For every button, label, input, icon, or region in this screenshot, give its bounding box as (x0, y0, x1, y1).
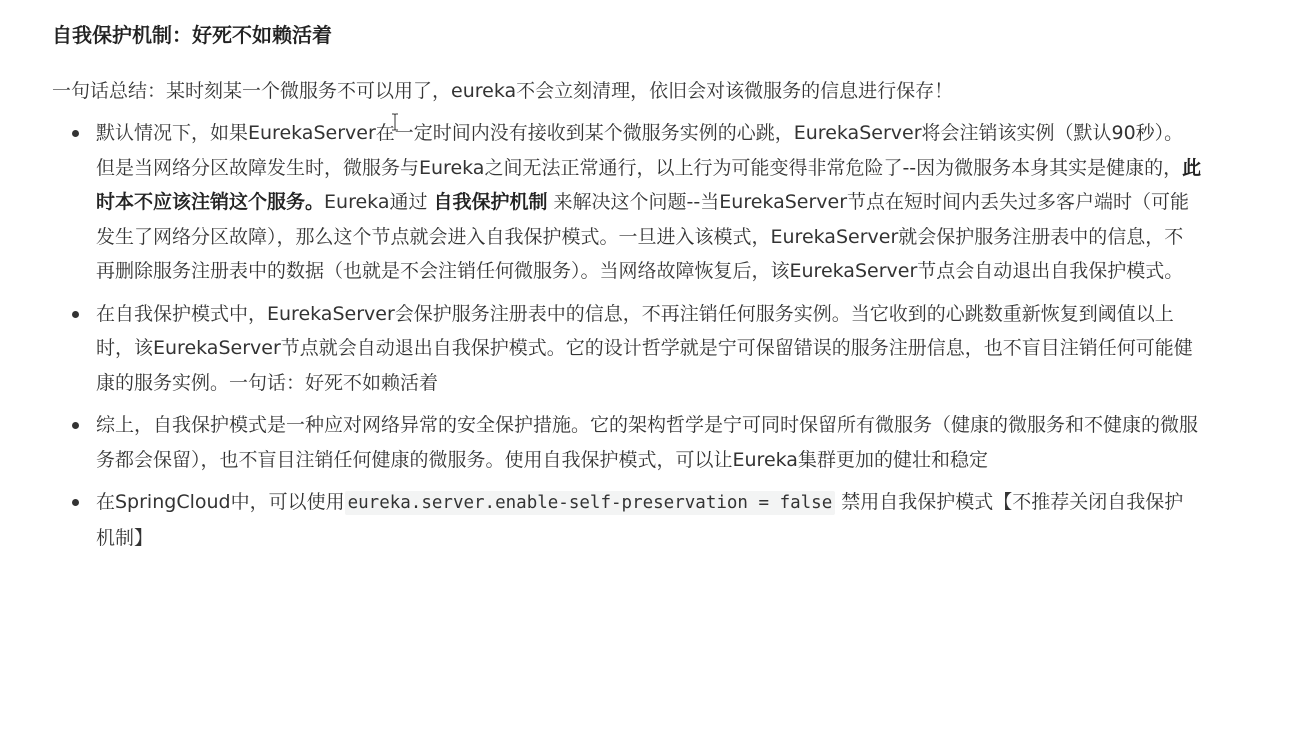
list-item (52, 297, 1202, 401)
section-heading: 自我保护机制：好死不如赖活着 (52, 23, 332, 47)
list-item-text: 来解决这个问题--当EurekaServer节点在短时间内丢失过多客户端时（可能发生了网络分区故障），那么这个节点就会进入自我保护模式。一旦进入该模式，EurekaServer就会保护服务注册表中的信息，不再删除服务注册表中的数据（也就是不会注销任何微服务）。当网络故障恢复后，该EurekaServer节点会自动退出自我保护模式。 (96, 191, 1190, 282)
bold-text: 此时本不应该注销这个服务。 (96, 156, 1202, 213)
bullet-dot (72, 499, 79, 506)
inline-code: eureka.server.enable-self-preservation = false (345, 491, 836, 515)
bold-text: 自我保护机制 (433, 191, 548, 213)
list-item (52, 116, 1202, 289)
bullet-dot (72, 130, 79, 137)
list-item-text: 在SpringCloud中，可以使用 (96, 491, 345, 513)
bullet-list (52, 116, 1252, 555)
summary-paragraph: 一句话总结：某时刻某一个微服务不可以用了，eureka不会立刻清理，依旧会对该微服务的信息进行保存！ (52, 80, 954, 102)
list-item-text: 在自我保护模式中，EurekaServer会保护服务注册表中的信息，不再注销任何服务实例。当它收到的心跳数重新恢复到阈值以上时，该EurekaServer节点就会自动退出自我保护模式。它的设计哲学就是宁可保留错误的服务注册信息，也不盲目注销任何可能健康的服务实例。一句话：好死不如赖活着 (96, 302, 1193, 394)
text-cursor-icon (390, 113, 400, 131)
list-item (52, 485, 1202, 555)
list-item-text: 综上，自我保护模式是一种应对网络异常的安全保护措施。它的架构哲学是宁可同时保留所有微服务（健康的微服务和不健康的微服务都会保留），也不盲目注销任何健康的微服务。使用自我保护模式，可以让Eureka集群更加的健壮和稳定 (96, 414, 1199, 471)
list-item-text: 禁用自我保护模式【不推荐关闭自我保护机制】 (96, 491, 1184, 549)
list-item-text: Eureka通过 (324, 191, 434, 213)
bullet-dot (72, 422, 79, 429)
list-item (52, 408, 1202, 477)
list-item-text: 默认情况下，如果EurekaServer在一定时间内没有接收到某个微服务实例的心跳，EurekaServer将会注销该实例（默认90秒）。但是当网络分区故障发生时，微服务与Eureka之间无法正常通行，以上行为可能变得非常危险了--因为微服务本身其实是健康的， (96, 122, 1184, 179)
document-content (52, 14, 1252, 563)
bullet-dot (72, 311, 79, 318)
